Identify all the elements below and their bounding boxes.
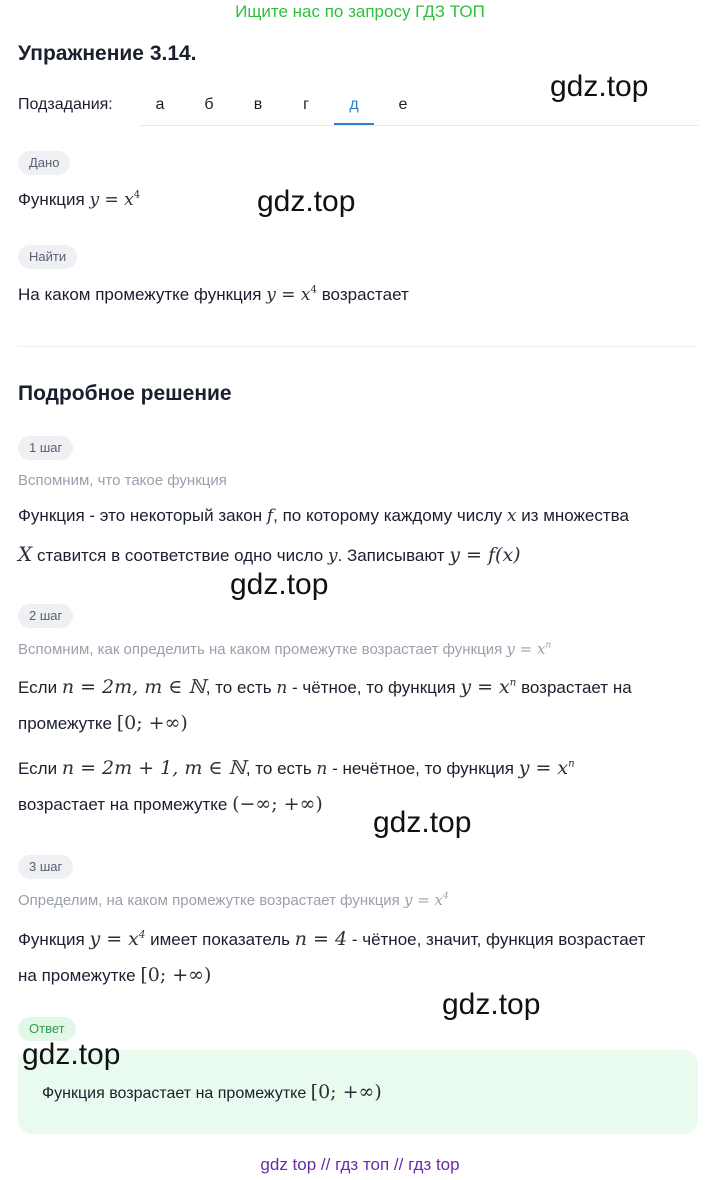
step-1-badge: 1 шаг [18, 436, 73, 460]
step-2-badge: 2 шаг [18, 604, 73, 628]
watermark: gdz.top [442, 988, 541, 1021]
tab-a[interactable]: а [155, 96, 165, 113]
step-1-line-1: Функция - это некоторый закон f, по которому каждому числу x из множества [18, 506, 629, 526]
tab-v[interactable]: в [253, 96, 263, 113]
step-2-paragraph-2-line-1: Если n = 2m + 1, m ∈ ℕ, то есть n - нечётное, то функция $y = x^n$ [18, 757, 575, 779]
active-tab-indicator [334, 123, 374, 125]
given-text: Функция $y = x^4$ [18, 189, 141, 210]
watermark: gdz.top [550, 70, 649, 103]
tabs-divider [140, 125, 698, 126]
find-badge: Найти [18, 245, 77, 269]
step-3-line-2: на промежутке [0; +∞) [18, 964, 212, 986]
step-3-hint: Определим, на каком промежутке возрастает функция $y = x^4$ [18, 891, 449, 909]
step-2-paragraph-1-line-2: промежутке [0; +∞) [18, 712, 188, 734]
tab-b[interactable]: б [204, 96, 214, 113]
watermark: gdz.top [230, 568, 329, 601]
subtasks-label: Подзадания: [18, 96, 113, 113]
answer-text: Функция возрастает на промежутке [0; +∞) [42, 1081, 382, 1103]
promo-banner[interactable]: Ищите нас по запросу ГДЗ ТОП [235, 2, 485, 21]
solution-heading: Подробное решение [18, 382, 232, 405]
watermark: gdz.top [22, 1038, 121, 1071]
step-1-line-2: X ставится в соответствие одно число y. Записывают y = f(x) [18, 542, 521, 566]
step-1-hint: Вспомним, что такое функция [18, 472, 227, 489]
given-badge: Дано [18, 151, 70, 175]
watermark: gdz.top [373, 806, 472, 839]
step-3-line-1: Функция $y = x^4$ имеет показатель n = 4 - чётное, значит, функция возрастает [18, 928, 646, 950]
tab-e[interactable]: е [398, 96, 408, 113]
footer-links[interactable]: gdz top // гдз топ // гдз top [260, 1155, 460, 1174]
page-title: Упражнение 3.14. [18, 42, 197, 65]
answer-badge: Ответ [18, 1017, 76, 1041]
tab-d-active[interactable]: д [349, 96, 359, 113]
find-text: На каком промежутке функция $y = x^4$ возрастает [18, 284, 409, 305]
tab-g[interactable]: г [303, 96, 309, 113]
watermark: gdz.top [257, 185, 356, 218]
step-3-badge: 3 шаг [18, 855, 73, 879]
step-2-hint: Вспомним, как определить на каком промежутке возрастает функция $y = x^n$ [18, 640, 552, 658]
step-2-paragraph-1-line-1: Если n = 2m, m ∈ ℕ, то есть n - чётное, то функция $y = x^n$ возрастает на [18, 676, 632, 698]
section-divider [18, 346, 698, 347]
step-2-paragraph-2-line-2: возрастает на промежутке (−∞; +∞) [18, 793, 323, 815]
